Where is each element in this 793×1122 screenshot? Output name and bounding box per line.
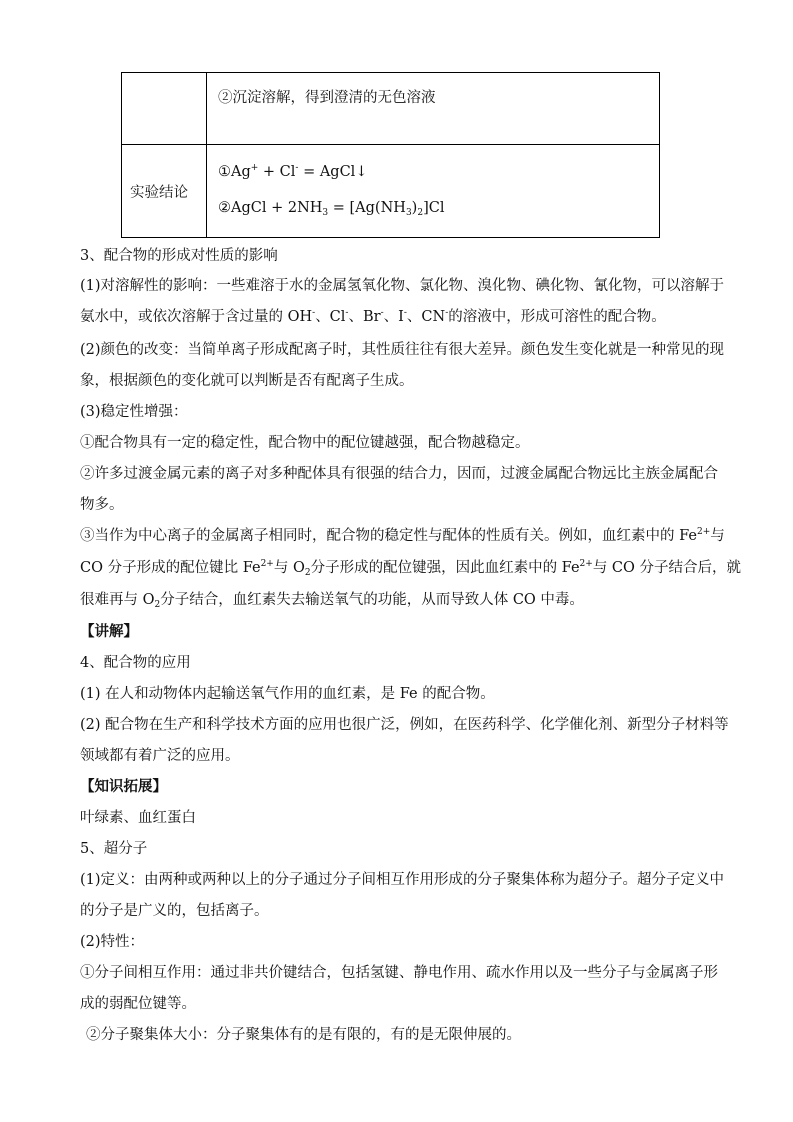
explain-heading: 【讲解】 xyxy=(80,623,138,640)
s5-p2-item1-line2: 成的弱配位键等。 xyxy=(80,996,196,1012)
s4-p2-line1: (2) 配合物在生产和科学技术方面的应用也很广泛，例如，在医药科学、化学催化剂、新型分子材料等 xyxy=(80,717,729,733)
experiment-table xyxy=(121,72,660,238)
s3-p3-item3-line3: 很难再与 $O_2$分子结合，血红素失去输送氧气的功能，从而导致人体 CO 中毒。 xyxy=(80,592,584,610)
s5-p1-line1: (1)定义：由两种或两种以上的分子通过分子间相互作用形成的分子聚集体称为超分子。超分子定义中 xyxy=(80,872,725,888)
s3-p3-item1: ①配合物具有一定的稳定性，配合物中的配位键越强，配合物越稳定。 xyxy=(80,435,530,451)
s5-p2-item2: ②分子聚集体大小：分子聚集体有的是有限的，有的是无限伸展的。 xyxy=(86,1027,521,1043)
s3-p1-line2: 氨水中，或依次溶解于含过量的 OH-、Cl-、Br-、I-、CN-的溶液中，形成可溶性的配合物。 xyxy=(80,308,666,325)
s5-p2-item1-line1: ①分子间相互作用：通过非共价键结合，包括氢键、静电作用、疏水作用以及一些分子与金属离子形 xyxy=(80,965,718,981)
s3-p3-item2-line1: ②许多过渡金属元素的离子对多种配体具有很强的结合力，因而，过渡金属配合物远比主族金属配合 xyxy=(80,466,718,482)
s3-p3-item3-line2: CO 分子形成的配位键比 $Fe^{2+}$与 $O_2$分子形成的配位键强，因此血红素中的 $Fe^{2+}$与 CO 分子结合后，就 xyxy=(80,559,742,578)
section-3-heading: 3、配合物的形成对性质的影响 xyxy=(80,248,278,264)
s3-p3-item3-line1: ③当作为中心离子的金属离子相同时，配合物的稳定性与配体的性质有关。例如，血红素中的 $Fe^{2+}$与 xyxy=(80,527,725,544)
s3-p3: (3)稳定性增强： xyxy=(80,404,188,420)
extension-heading: 【知识拓展】 xyxy=(80,778,167,795)
section-5-heading: 5、超分子 xyxy=(80,841,148,857)
s5-p2: (2)特性： xyxy=(80,934,145,950)
equation-1: ①Ag+ + Cl- = AgCl↓ xyxy=(218,163,368,180)
s3-p3-item2-line2: 物多。 xyxy=(80,497,124,513)
s3-p1-line1: (1)对溶解性的影响：一些难溶于水的金属氢氧化物、氯化物、溴化物、碘化物、氰化物，可以溶解于 xyxy=(80,278,725,294)
s3-p2-line2: 象，根据颜色的变化就可以判断是否有配离子生成。 xyxy=(80,373,414,389)
s4-p2-line2: 领域都有着广泛的应用。 xyxy=(80,748,240,764)
equation-2: ②AgCl + $2NH_3 = [Ag(NH_3)_2]Cl$ xyxy=(218,200,445,218)
s3-p2-line1: (2)颜色的改变：当简单离子形成配离子时，其性质往往有很大差异。颜色发生变化就是一种常见的现 xyxy=(80,342,725,358)
table-row-divider xyxy=(122,144,659,145)
section-4-heading: 4、配合物的应用 xyxy=(80,655,191,671)
table-row2-label: 实验结论 xyxy=(130,185,188,201)
table-row1-text: ②沉淀溶解，得到澄清的无色溶液 xyxy=(218,90,436,106)
extension-text: 叶绿素、血红蛋白 xyxy=(80,810,196,826)
s4-p1: (1) 在人和动物体内起输送氧气作用的血红素，是 Fe 的配合物。 xyxy=(80,686,495,702)
s5-p1-line2: 的分子是广义的，包括离子。 xyxy=(80,903,269,919)
table-column-divider xyxy=(206,73,207,237)
